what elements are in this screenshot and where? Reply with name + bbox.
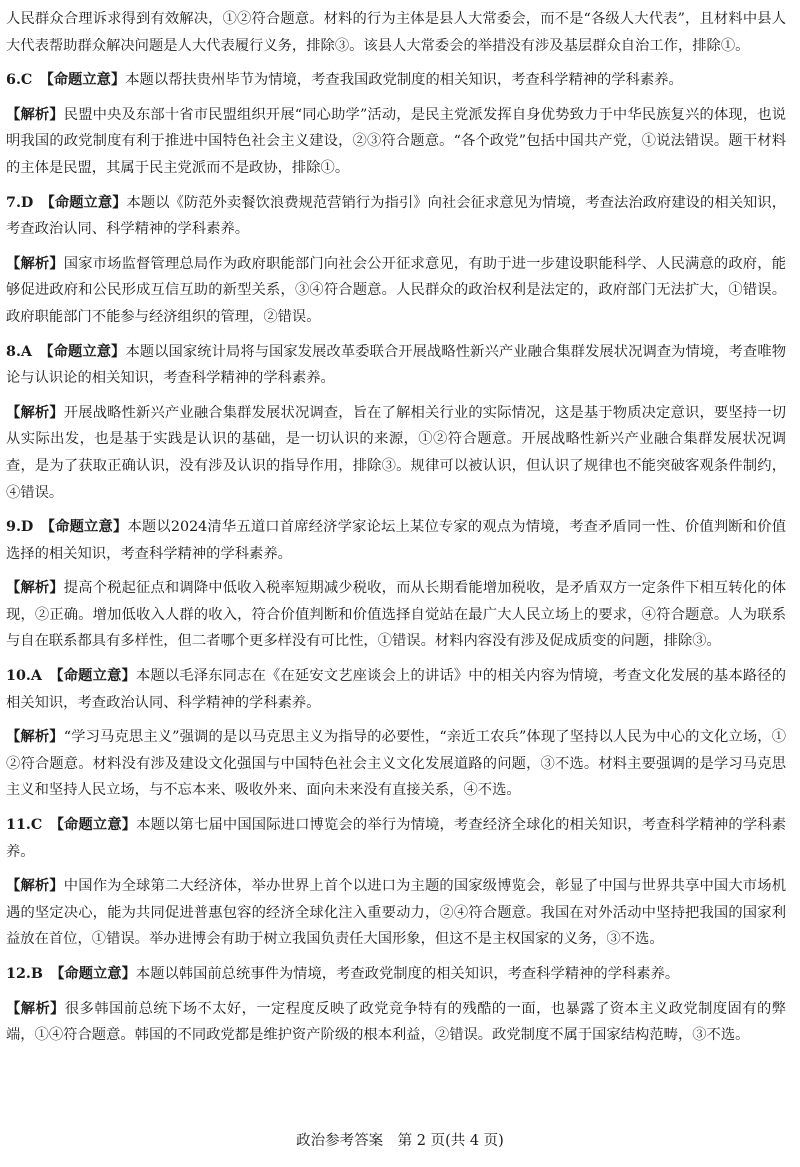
analysis-paragraph bbox=[6, 873, 786, 953]
question-intent bbox=[6, 514, 786, 567]
paragraph-gap bbox=[6, 243, 786, 251]
paragraph-gap bbox=[6, 506, 786, 514]
analysis-text: 很多韩国前总统下场不太好，一定程度反映了政党竞争特有的残酷的一面，也暴露了资本主义政党制度固有的弊端，①④符合题意。韩国的不同政党都是维护资产阶级的根本利益，②错误。政党制度不属于国家结构范畴，③不选。 bbox=[6, 1000, 787, 1044]
continued-paragraph bbox=[6, 6, 786, 59]
paragraph-gap bbox=[6, 392, 786, 400]
question-number: 8.A bbox=[6, 343, 33, 360]
analysis-tag: 【解析】 bbox=[6, 1000, 65, 1017]
answer-page bbox=[6, 6, 786, 1049]
question-number: 6.C bbox=[6, 72, 33, 89]
paragraph-gap bbox=[6, 953, 786, 961]
analysis-text: 中国作为全球第二大经济体，举办世界上首个以进口为主题的国家级博览会，彰显了中国与世界共享中国大市场机遇的坚定决心，能为共同促进普惠包容的经济全球化注入重要动力，②④符合题意。我国在对外活动中坚持把我国的国家利益放在首位，①错误。举办进博会有助于树立我国负责任大国形象，但这不是主权国家的义务，③不选。 bbox=[6, 878, 787, 948]
paragraph-gap bbox=[6, 331, 786, 339]
analysis-paragraph bbox=[6, 400, 786, 506]
intent-text: 本题以毛泽东同志在《在延安文艺座谈会上的讲话》中的相关内容为情境，考查文化发展的基本路径的相关知识，考查政治认同、科学精神的学科素养。 bbox=[6, 668, 786, 711]
intent-text: 本题以2024清华五道口首席经济学家论坛上某位专家的观点为情境，考查矛盾同一性、价值判断和价值选择的相关知识，考查科学精神的学科素养。 bbox=[6, 519, 786, 562]
intent-tag: 【命题立意】 bbox=[40, 194, 127, 211]
page-footer: 政治参考答案 第 2 页(共 4 页) bbox=[296, 1133, 504, 1149]
analysis-tag: 【解析】 bbox=[6, 580, 64, 597]
question-intent bbox=[6, 339, 786, 392]
intent-tag: 【命题立意】 bbox=[39, 343, 126, 360]
analysis-paragraph bbox=[6, 251, 786, 331]
question-number: 7.D bbox=[6, 194, 34, 211]
analysis-tag: 【解析】 bbox=[6, 878, 64, 895]
question-number: 12.B bbox=[6, 966, 43, 982]
analysis-text: 民盟中央及东部十省市民盟组织开展“同心助学”活动，是民主党派发挥自身优势致力于中华民族复兴的体现，也说明我国的政党制度有利于推进中国特色社会主义建设，②③符合题意。“各个政党”包括中国共产党，①说法错误。题干材料的主体是民盟，其属于民主党派而不是政协，排除①。 bbox=[6, 106, 786, 176]
intent-tag: 【命题立意】 bbox=[39, 72, 126, 89]
paragraph-gap bbox=[6, 865, 786, 873]
intent-tag: 【命题立意】 bbox=[50, 966, 136, 982]
intent-text: 本题以国家统计局将与国家发展改革委联合开展战略性新兴产业融合集群发展状况调查为情境，考查唯物论与认识论的相关知识，考查科学精神的学科素养。 bbox=[6, 343, 787, 387]
analysis-tag: 【解析】 bbox=[6, 255, 64, 272]
question-number: 9.D bbox=[6, 519, 34, 536]
paragraph-gap bbox=[6, 988, 786, 996]
paragraph-gap bbox=[6, 804, 786, 812]
paragraph-gap bbox=[6, 59, 786, 67]
intent-text: 本题以帮扶贵州毕节为情境，考查我国政党制度的相关知识，考查科学精神的学科素养。 bbox=[125, 72, 683, 89]
analysis-paragraph bbox=[6, 724, 786, 804]
analysis-tag: 【解析】 bbox=[6, 729, 64, 746]
intent-text: 本题以第七届中国国际进口博览会的举行为情境，考查经济全球化的相关知识，考查科学精神的学科素养。 bbox=[6, 817, 787, 860]
intent-text: 本题以《防范外卖餐饮浪费规范营销行为指引》向社会征求意见为情境，考查法治政府建设的相关知识，考查政治认同、科学精神的学科素养。 bbox=[6, 194, 786, 238]
analysis-text: 开展战略性新兴产业融合集群发展状况调查，旨在了解相关行业的实际情况，这是基于物质决定意识，要坚持一切从实际出发，也是基于实践是认识的基础，是一切认识的来源，①②符合题意。开展战略性新兴产业融合集群发展状况调查，是为了获取正确认识，没有涉及认识的指导作用，排除③。规律可以被认识，但认识了规律也不能突破客观条件制约，④错误。 bbox=[6, 404, 787, 501]
question-intent bbox=[6, 67, 786, 94]
paragraph-gap bbox=[6, 94, 786, 102]
question-number: 11.C bbox=[6, 817, 43, 834]
paragraph-gap bbox=[6, 716, 786, 724]
question-intent bbox=[6, 663, 786, 716]
analysis-paragraph bbox=[6, 575, 786, 655]
analysis-text: “学习马克思主义”强调的是以马克思主义为指导的必要性，“亲近工农兵”体现了坚持以人民为中心的文化立场，①②符合题意。材料没有涉及建设文化强国与中国特色社会主义文化发展道路的问题，③不选。材料主要强调的是学习马克思主义和坚持人民立场，与不忘本来、吸收外来、面向未来没有直接关系，④不选。 bbox=[6, 729, 787, 799]
analysis-tag: 【解析】 bbox=[6, 106, 64, 123]
paragraph-text: 人民群众合理诉求得到有效解决，①②符合题意。材料的行为主体是县人大常委会，而不是“各级人大代表”，且材料中县人大代表帮助群众解决问题是人大代表履行义务，排除③。该县人大常委会的举措没有涉及基层群众自治工作，排除①。 bbox=[6, 11, 786, 54]
analysis-text: 提高个税起征点和调降中低收入税率短期减少税收，而从长期看能增加税收，是矛盾双方一定条件下相互转化的体现，②正确。增加低收入人群的收入，符合价值判断和价值选择自觉站在最广大人民立场上的要求，④符合题意。人为联系与自在联系都具有多样性，但二者哪个更多样没有可比性，①错误。材料内容没有涉及促成质变的问题，排除③。 bbox=[6, 580, 787, 650]
analysis-paragraph bbox=[6, 996, 786, 1049]
question-intent bbox=[6, 190, 786, 243]
paragraph-gap bbox=[6, 567, 786, 575]
paragraph-gap bbox=[6, 655, 786, 663]
paragraph-gap bbox=[6, 182, 786, 190]
intent-tag: 【命题立意】 bbox=[40, 519, 128, 536]
question-intent bbox=[6, 812, 786, 865]
question-number: 10.A bbox=[6, 668, 42, 685]
intent-tag: 【命题立意】 bbox=[49, 668, 136, 685]
analysis-text: 国家市场监督管理总局作为政府职能部门向社会公开征求意见，有助于进一步建设职能科学、人民满意的政府，能够促进政府和公民形成互信互助的新型关系，③④符合题意。人民群众的政治权利是法定的，政府部门无法扩大，①错误。政府职能部门不能参与经济组织的管理，②错误。 bbox=[6, 255, 787, 325]
analysis-tag: 【解析】 bbox=[6, 404, 64, 421]
intent-text: 本题以韩国前总统事件为情境，考查政党制度的相关知识，考查科学精神的学科素养。 bbox=[135, 966, 680, 982]
question-intent bbox=[6, 961, 786, 988]
intent-tag: 【命题立意】 bbox=[49, 817, 137, 834]
analysis-paragraph bbox=[6, 102, 786, 182]
